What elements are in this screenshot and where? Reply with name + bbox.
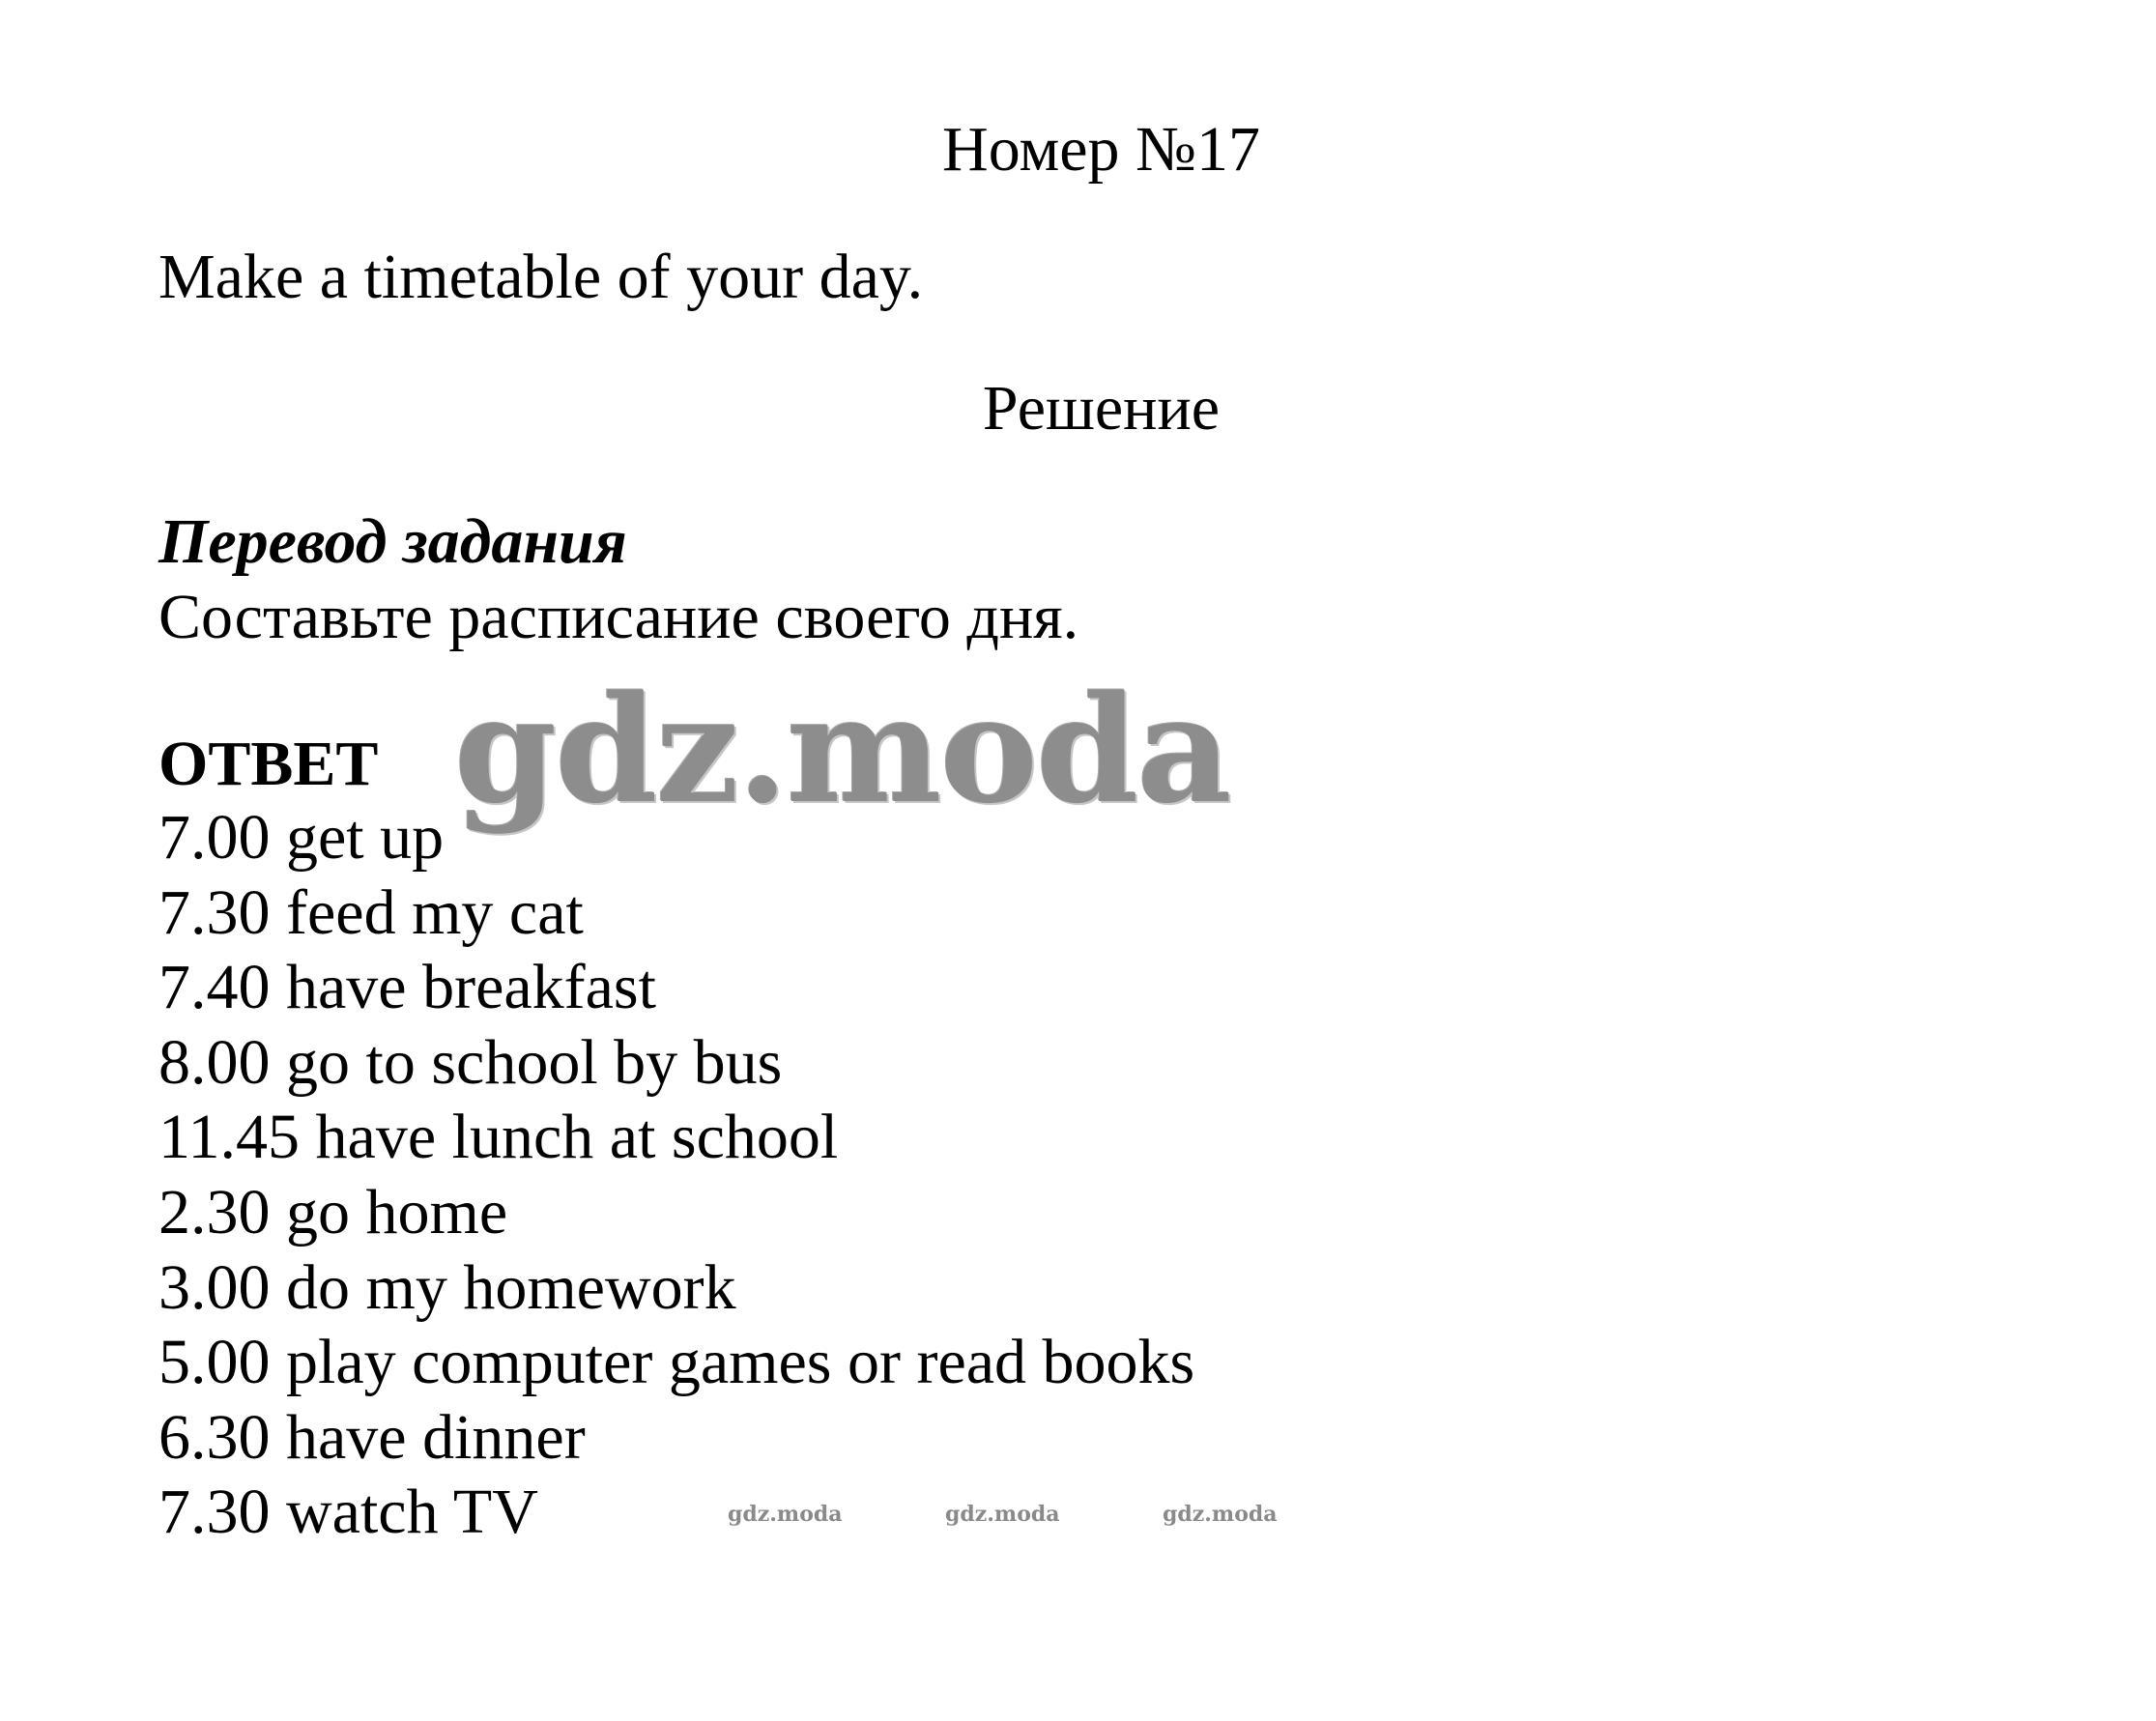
answer-heading: ОТВЕТ [158,729,379,799]
timetable-item: 8.00 go to school by bus [158,1026,783,1098]
watermark-logo: gdz.moda [454,663,1230,836]
timetable-item: 6.30 have dinner [158,1401,586,1473]
timetable-item: 2.30 go home [158,1176,508,1248]
watermark-small: gdz.moda [1163,1502,1278,1527]
exercise-number-title: Номер №17 [942,114,1260,185]
translation-text: Составьте расписание своего дня. [158,582,1079,652]
timetable-item: 5.00 play computer games or read books [158,1327,1195,1398]
timetable-item: 7.30 watch TV [158,1477,538,1548]
timetable-item: 3.00 do my homework [158,1251,736,1323]
timetable-item: 7.40 have breakfast [158,952,656,1023]
translation-heading: Перевод задания [158,506,627,577]
watermark-small: gdz.moda [728,1502,843,1527]
watermark-small: gdz.moda [945,1502,1060,1527]
timetable-list [158,802,1195,1556]
timetable-item: 7.30 feed my cat [158,876,584,948]
timetable-item: 7.00 get up [158,802,445,873]
timetable-item: 11.45 have lunch at school [158,1102,839,1173]
task-text: Make a timetable of your day. [158,242,924,312]
solution-title: Решение [982,373,1221,444]
